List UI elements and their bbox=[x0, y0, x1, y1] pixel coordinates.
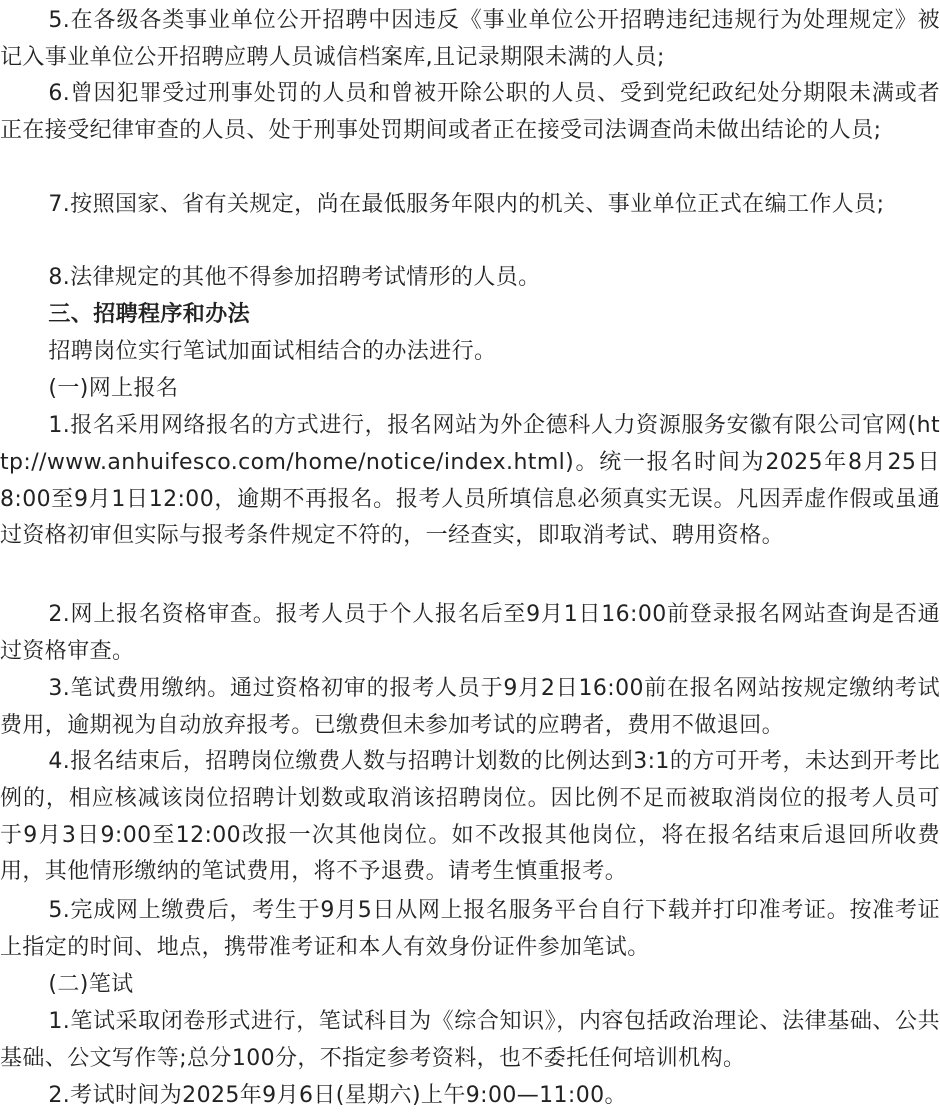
paragraph-item-8: 8.法律规定的其他不得参加招聘考试情形的人员。 bbox=[48, 265, 541, 290]
exam-item-1: 1.笔试采取闭卷形式进行，笔试科目为《综合知识》，内容包括政治理论、法律基础、公共基础、公文写作等;总分100分，不指定参考资料，也不委托任何培训机构。 bbox=[0, 1009, 940, 1071]
registration-item-1: 1.报名采用网络报名的方式进行，报名网站为外企德科人力资源服务安徽有限公司官网(http://www.anhuifesco.com/home/notice/index.html)。统一报名时间为2025年8月25日8:00至9月1日12:00，逾期不再报名。报考人员所填信息必须真实无误。凡因弄虚作假或虽通过资格初审但实际与报考条件规定不符的，一经查实，即取消考试、聘用资格。 bbox=[0, 413, 940, 549]
paragraph-item-5: 5.在各级各类事业单位公开招聘中因违反《事业单位公开招聘违纪违规行为处理规定》被记入事业单位公开招聘应聘人员诚信档案库,且记录期限未满的人员; bbox=[0, 8, 940, 70]
paragraph-item-6: 6.曾因犯罪受过刑事处罚的人员和曾被开除公职的人员、受到党纪政纪处分期限未满或者正在接受纪律审查的人员、处于刑事处罚期间或者正在接受司法调查尚未做出结论的人员; bbox=[0, 81, 940, 143]
registration-item-3: 3.笔试费用缴纳。通过资格初审的报考人员于9月2日16:00前在报名网站按规定缴纳考试费用，逾期视为自动放弃报考。已缴费但未参加考试的应聘者，费用不做退回。 bbox=[0, 676, 940, 738]
section-intro: 招聘岗位实行笔试加面试相结合的办法进行。 bbox=[48, 339, 497, 364]
exam-item-2: 2.考试时间为2025年9月6日(星期六)上午9:00—11:00。 bbox=[48, 1083, 627, 1108]
registration-item-5: 5.完成网上缴费后，考生于9月5日从网上报名服务平台自行下载并打印准考证。按准考证上指定的时间、地点，携带准考证和本人有效身份证件参加笔试。 bbox=[0, 898, 940, 960]
registration-item-2: 2.网上报名资格审查。报考人员于个人报名后至9月1日16:00前登录报名网站查询是否通过资格审查。 bbox=[0, 602, 940, 664]
subsection-heading-written-exam: (二)笔试 bbox=[48, 972, 134, 997]
registration-item-4: 4.报名结束后，招聘岗位缴费人数与招聘计划数的比例达到3:1的方可开考，未达到开考比例的，相应核减该岗位招聘计划数或取消该招聘岗位。因比例不足而被取消岗位的报考人员可于9月3日9:00至12:00改报一次其他岗位。如不改报其他岗位，将在报名结束后退回所收费用，其他情形缴纳的笔试费用，将不予退费。请考生慎重报考。 bbox=[0, 749, 940, 885]
paragraph-item-7: 7.按照国家、省有关规定，尚在最低服务年限内的机关、事业单位正式在编工作人员; bbox=[48, 192, 885, 217]
subsection-heading-online-registration: (一)网上报名 bbox=[48, 376, 179, 401]
section-heading-3: 三、招聘程序和办法 bbox=[48, 302, 250, 327]
